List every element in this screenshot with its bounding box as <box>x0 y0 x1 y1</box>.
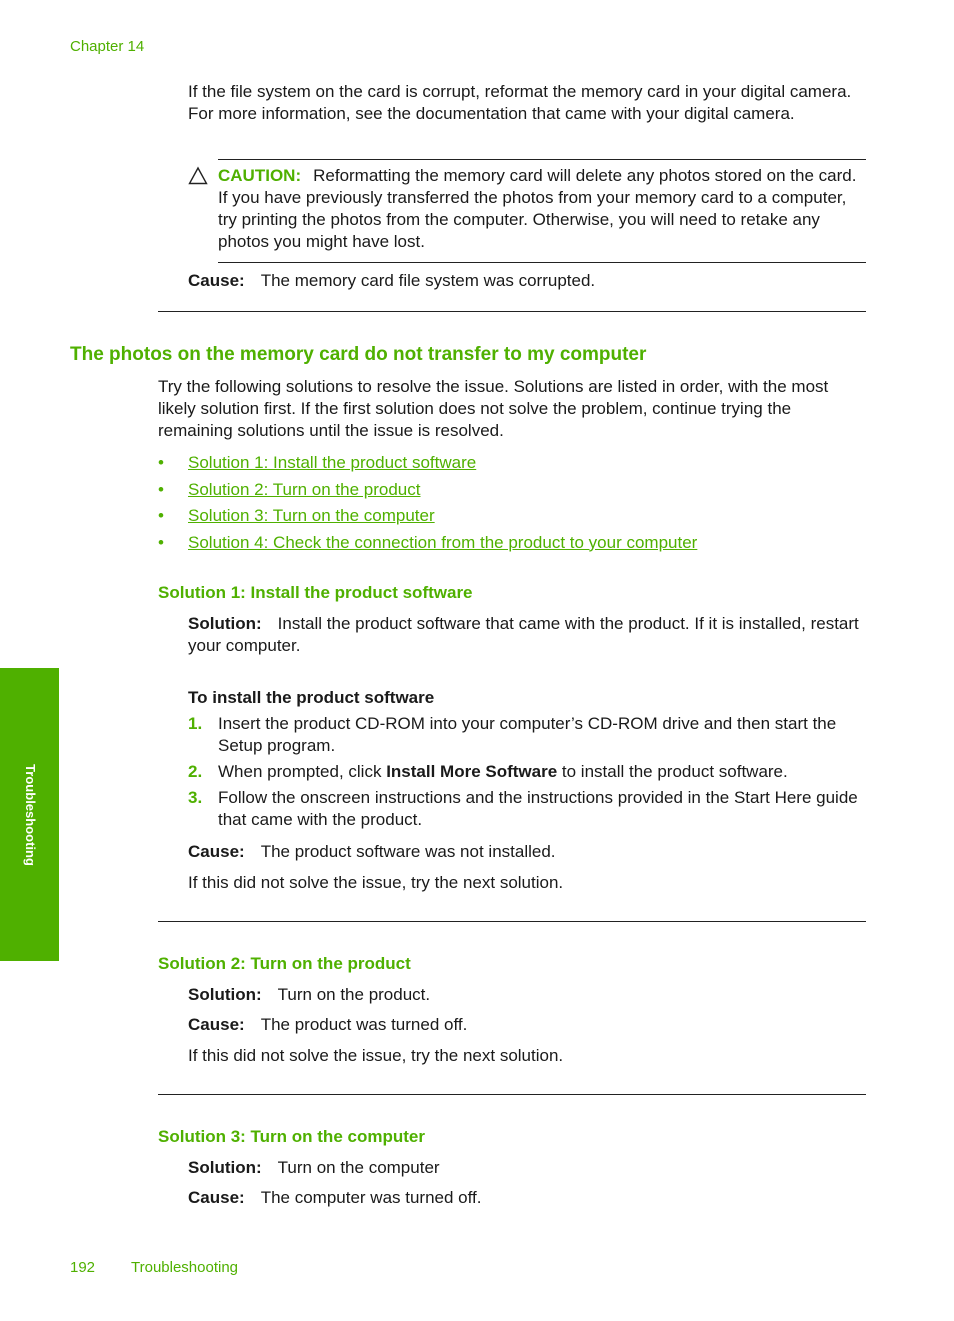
solution-1-next: If this did not solve the issue, try the next solution. <box>188 873 564 892</box>
solution-2-cause <box>188 1014 868 1036</box>
bullet-icon: • <box>158 506 164 525</box>
page-number: 192 <box>70 1259 96 1276</box>
solution-1-solution <box>188 613 868 657</box>
list-item <box>158 532 697 559</box>
section-intro: Try the following solutions to resolve the issue. Solutions are listed in order, with the most likely solution first. If the first solution does not solve the problem, continue trying the remaining solutions until the issue is resolved. <box>158 377 829 440</box>
solution-2-heading: Solution 2: Turn on the product <box>158 954 411 973</box>
bullet-icon: • <box>158 453 164 472</box>
caution-top-rule <box>218 159 866 160</box>
solution-1-cause <box>188 841 868 863</box>
step-number: 1. <box>188 714 203 733</box>
solution-2-link[interactable]: Solution 2: Turn on the product <box>188 479 421 499</box>
step-text-pre: When prompted, click <box>218 762 387 781</box>
cause-text: The product software was not installed. <box>260 842 556 861</box>
solution-3-heading: Solution 3: Turn on the computer <box>158 1127 425 1146</box>
side-tab-label: Troubleshooting <box>22 763 38 866</box>
list-item <box>158 505 697 532</box>
solution-3-solution <box>188 1157 868 1179</box>
step-text-post: to install the product software. <box>557 762 788 781</box>
step-text: Follow the onscreen instructions and the instructions provided in the Start Here guide that came with the product. <box>218 788 858 829</box>
solution-text: Install the product software that came with the product. If it is installed, restart your computer. <box>188 614 859 655</box>
cause-text: The memory card file system was corrupted. <box>260 271 596 290</box>
caution-note <box>218 165 868 253</box>
step-number: 2. <box>188 762 203 781</box>
solution-3-cause <box>188 1187 868 1209</box>
solution-label: Solution: <box>188 1158 262 1177</box>
solution-2-solution <box>188 984 868 1006</box>
solution-text: Turn on the product. <box>277 985 431 1004</box>
cause-text: The product was turned off. <box>260 1015 468 1034</box>
caution-text: Reformatting the memory card will delete any photos stored on the card. If you have previously transferred the photos from your memory card to a computer, try printing the photos from the computer. Otherwise, you will need to retake any photos you might have lost. <box>218 166 857 251</box>
section-side-tab <box>0 668 59 961</box>
install-steps <box>188 713 868 835</box>
bullet-icon: • <box>158 479 164 499</box>
cause-label: Cause: <box>188 1188 245 1207</box>
cause-label: Cause: <box>188 271 245 290</box>
solution-4-link[interactable]: Solution 4: Check the connection from the product to your computer <box>188 532 698 552</box>
install-more-software-term: Install More Software <box>386 762 558 781</box>
caution-bottom-rule <box>218 262 866 263</box>
cause-label: Cause: <box>188 1015 245 1034</box>
solution-1-link[interactable]: Solution 1: Install the product software <box>188 453 477 472</box>
solution-1-heading: Solution 1: Install the product software <box>158 583 473 602</box>
chapter-header: Chapter 14 <box>70 38 145 55</box>
section-title: The photos on the memory card do not transfer to my computer <box>70 344 647 365</box>
solution-2-next: If this did not solve the issue, try the next solution. <box>188 1046 564 1065</box>
step-text: Insert the product CD-ROM into your computer’s CD-ROM drive and then start the Setup program. <box>218 714 837 755</box>
step-number: 3. <box>188 788 203 807</box>
solution-label: Solution: <box>188 985 262 1004</box>
solution-2-divider <box>158 1094 866 1095</box>
caution-triangle-icon <box>188 166 208 186</box>
cause-text: The computer was turned off. <box>260 1188 482 1207</box>
list-item <box>158 479 697 506</box>
solution-3-link[interactable]: Solution 3: Turn on the computer <box>188 506 435 525</box>
cause-line <box>188 270 868 292</box>
solution-1-divider <box>158 921 866 922</box>
list-item <box>188 761 868 783</box>
list-item <box>188 713 868 757</box>
procedure-title: To install the product software <box>188 688 435 707</box>
footer-title: Troubleshooting <box>131 1259 239 1276</box>
caution-label: CAUTION: <box>218 166 302 185</box>
bullet-icon: • <box>158 532 164 552</box>
solutions-list <box>158 452 697 558</box>
section-divider <box>158 311 866 312</box>
intro-paragraph: If the file system on the card is corrupt, reformat the memory card in your digital camera. For more information, see the documentation that came with your digital camera. <box>188 82 852 123</box>
list-item <box>158 452 697 479</box>
solution-text: Turn on the computer <box>277 1158 440 1177</box>
solution-label: Solution: <box>188 614 262 633</box>
list-item <box>188 787 868 831</box>
cause-label: Cause: <box>188 842 245 861</box>
